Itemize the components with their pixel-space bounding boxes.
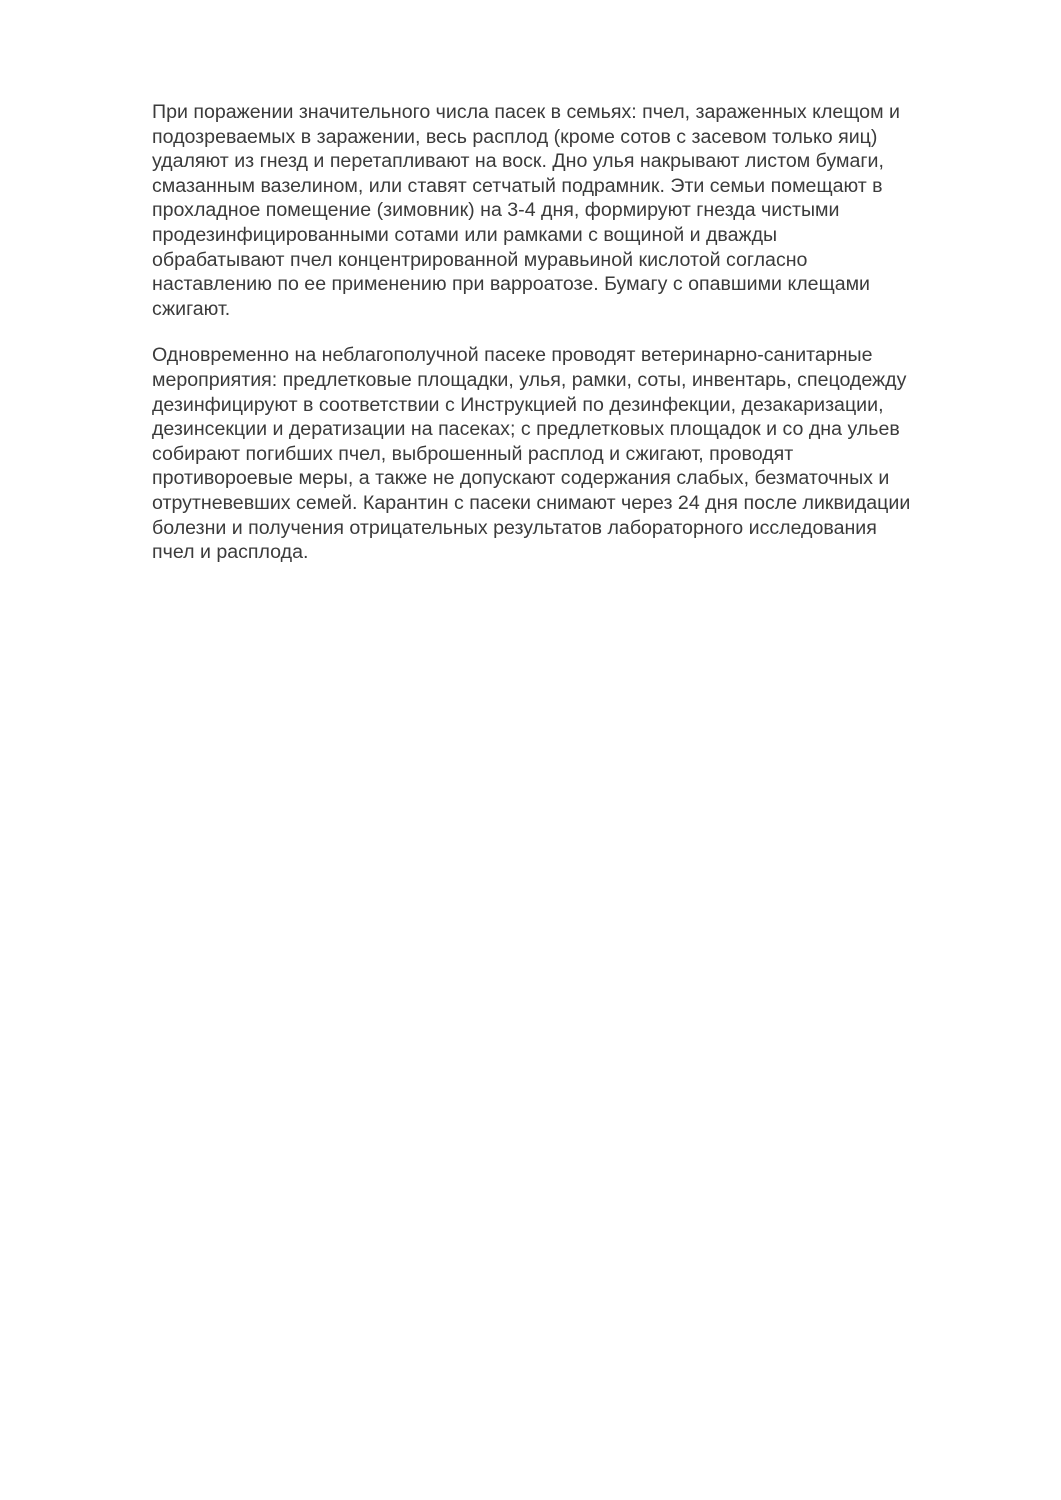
text-line: пчел и расплода. xyxy=(152,541,309,564)
text-line: При поражении значительного числа пасек в семьях: пчел, зараженных клещом и xyxy=(152,101,900,123)
text-line: сжигают. xyxy=(152,297,231,320)
paragraph-1 xyxy=(152,100,992,321)
text-line: обрабатывают пчел концентрированной муравьиной кислотой согласно xyxy=(152,248,808,271)
text-line: отрутневевших семей. Карантин с пасеки снимают через 24 дня после ликвидации xyxy=(152,491,911,514)
text-line: продезинфицированными сотами или рамками с вощиной и дважды xyxy=(152,223,778,246)
text-line: Одновременно на неблагополучной пасеке проводят ветеринарно-санитарные xyxy=(152,344,873,367)
text-line: удаляют из гнезд и перетапливают на воск. Дно улья накрывают листом бумаги, xyxy=(152,150,884,173)
text-line: смазанным вазелином, или ставят сетчатый подрамник. Эти семьи помещают в xyxy=(152,174,883,197)
document-body xyxy=(152,100,992,587)
text-line: дезинфицируют в соответствии с Инструкцией по дезинфекции, дезакаризации, xyxy=(152,393,884,416)
text-line: подозреваемых в заражении, весь расплод (кроме сотов с засевом только яиц) xyxy=(152,125,878,148)
text-line: собирают погибших пчел, выброшенный расплод и сжигают, проводят xyxy=(152,442,794,465)
text-line: наставлению по ее применению при варроатозе. Бумагу с опавшими клещами xyxy=(152,273,871,296)
text-line: прохладное помещение (зимовник) на 3-4 дня, формируют гнезда чистыми xyxy=(152,199,840,222)
text-line: дезинсекции и дератизации на пасеках; с предлетковых площадок и со дна ульев xyxy=(152,418,900,441)
paragraph-2 xyxy=(152,343,992,564)
text-line: противороевые меры, а также не допускают содержания слабых, безматочных и xyxy=(152,467,890,490)
text-line: болезни и получения отрицательных результатов лабораторного исследования xyxy=(152,516,877,539)
text-line: мероприятия: предлетковые площадки, улья, рамки, соты, инвентарь, спецодежду xyxy=(152,368,907,391)
